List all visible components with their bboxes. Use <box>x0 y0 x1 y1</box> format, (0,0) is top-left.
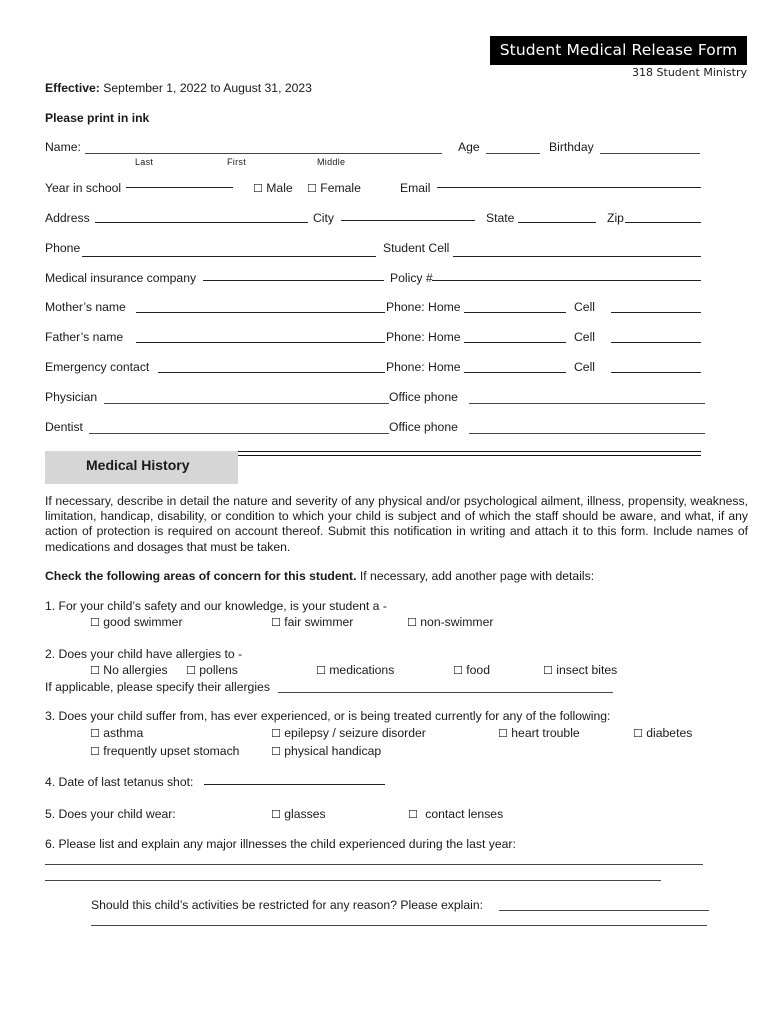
tetanus-date-field[interactable] <box>204 784 385 785</box>
zip-field[interactable] <box>625 222 701 223</box>
mother-home-phone-label: Phone: Home <box>386 300 461 314</box>
checkbox-icon[interactable]: ☐ <box>90 665 100 677</box>
father-home-phone-label: Phone: Home <box>386 330 461 344</box>
female-option[interactable]: ☐ Female <box>307 181 361 195</box>
checkbox-icon[interactable]: ☐ <box>316 665 326 677</box>
city-field[interactable] <box>341 220 475 221</box>
checkbox-icon[interactable]: ☐ <box>307 183 317 195</box>
option-upset-stomach[interactable]: ☐ frequently upset stomach <box>90 744 240 758</box>
physician-field[interactable] <box>104 403 389 404</box>
dentist-field[interactable] <box>89 433 389 434</box>
checkbox-icon[interactable]: ☐ <box>498 728 508 740</box>
option-physical-handicap[interactable]: ☐ physical handicap <box>271 744 382 758</box>
checkbox-icon[interactable]: ☐ <box>633 728 643 740</box>
male-option[interactable]: ☐ Male <box>253 181 293 195</box>
emergency-label: Emergency contact <box>45 360 150 374</box>
allergies-specify-field[interactable] <box>278 692 613 693</box>
age-field[interactable] <box>486 153 540 154</box>
dentist-office-phone-field[interactable] <box>469 433 705 434</box>
email-field[interactable] <box>437 187 701 188</box>
question-6: 6. Please list and explain any major illnesses the child experienced during the last year: <box>45 837 516 851</box>
policy-field[interactable] <box>432 280 701 281</box>
state-label: State <box>486 211 515 225</box>
option-pollens[interactable]: ☐ pollens <box>186 663 238 677</box>
question-4: 4. Date of last tetanus shot: <box>45 775 194 789</box>
dentist-label: Dentist <box>45 420 83 434</box>
phone-field[interactable] <box>82 256 376 257</box>
insurance-field[interactable] <box>203 280 384 281</box>
father-cell-field[interactable] <box>611 342 701 343</box>
checkbox-icon[interactable]: ☐ <box>90 728 100 740</box>
option-contact-lenses[interactable]: ☐ contact lenses <box>408 807 504 821</box>
checkbox-icon[interactable]: ☐ <box>271 809 281 821</box>
year-in-school-field[interactable] <box>126 187 233 188</box>
option-diabetes[interactable]: ☐ diabetes <box>633 726 693 740</box>
email-label: Email <box>400 181 431 195</box>
state-field[interactable] <box>518 222 596 223</box>
checkbox-icon[interactable]: ☐ <box>408 809 418 821</box>
question-5: 5. Does your child wear: <box>45 807 176 821</box>
father-field[interactable] <box>136 342 385 343</box>
mother-label: Mother’s name <box>45 300 126 314</box>
student-cell-label: Student Cell <box>383 241 450 255</box>
option-epilepsy[interactable]: ☐ epilepsy / seizure disorder <box>271 726 426 740</box>
father-label: Father’s name <box>45 330 124 344</box>
mother-cell-label: Cell <box>574 300 595 314</box>
option-asthma[interactable]: ☐ asthma <box>90 726 144 740</box>
checkbox-icon[interactable]: ☐ <box>271 746 281 758</box>
birthday-field[interactable] <box>600 153 700 154</box>
checkbox-icon[interactable]: ☐ <box>407 617 417 629</box>
illness-line-2[interactable] <box>45 880 661 881</box>
year-in-school-label: Year in school <box>45 181 122 195</box>
option-no-allergies[interactable]: ☐ No allergies <box>90 663 168 677</box>
emergency-cell-field[interactable] <box>611 372 701 373</box>
emergency-home-phone-field[interactable] <box>464 372 566 373</box>
illness-line-1[interactable] <box>45 864 703 865</box>
city-label: City <box>313 211 334 225</box>
address-label: Address <box>45 211 90 225</box>
name-label: Name: <box>45 140 81 154</box>
zip-label: Zip <box>607 211 624 225</box>
option-non-swimmer[interactable]: ☐ non-swimmer <box>407 615 494 629</box>
mother-home-phone-field[interactable] <box>464 312 566 313</box>
effective-dates: September 1, 2022 to August 31, 2023 <box>103 81 312 95</box>
emergency-home-phone-label: Phone: Home <box>386 360 461 374</box>
option-glasses[interactable]: ☐ glasses <box>271 807 326 821</box>
checkbox-icon[interactable]: ☐ <box>271 728 281 740</box>
option-food[interactable]: ☐ food <box>453 663 490 677</box>
mother-field[interactable] <box>136 312 385 313</box>
check-areas-instruction: Check the following areas of concern for this student. If necessary, add another page with details: <box>45 569 595 583</box>
name-field[interactable] <box>85 153 442 154</box>
name-middle-caption: Middle <box>317 157 346 167</box>
option-heart-trouble[interactable]: ☐ heart trouble <box>498 726 580 740</box>
restriction-line-2[interactable] <box>91 925 707 926</box>
checkbox-icon[interactable]: ☐ <box>186 665 196 677</box>
student-cell-field[interactable] <box>453 256 701 257</box>
emergency-field[interactable] <box>158 372 385 373</box>
father-cell-label: Cell <box>574 330 595 344</box>
form-title: Student Medical Release Form <box>490 36 747 65</box>
option-insect-bites[interactable]: ☐ insect bites <box>543 663 618 677</box>
checkbox-icon[interactable]: ☐ <box>543 665 553 677</box>
checkbox-icon[interactable]: ☐ <box>90 746 100 758</box>
birthday-label: Birthday <box>549 140 594 154</box>
restriction-question: Should this child’s activities be restricted for any reason? Please explain: <box>91 898 484 912</box>
question-1: 1. For your child’s safety and our knowledge, is your student a - <box>45 599 387 613</box>
age-label: Age <box>458 140 480 154</box>
mother-cell-field[interactable] <box>611 312 701 313</box>
emergency-cell-label: Cell <box>574 360 595 374</box>
physician-office-phone-field[interactable] <box>469 403 705 404</box>
option-good-swimmer[interactable]: ☐ good swimmer <box>90 615 183 629</box>
dentist-office-phone-label: Office phone <box>389 420 458 434</box>
name-last-caption: Last <box>135 157 154 167</box>
print-instruction: Please print in ink <box>45 111 150 125</box>
effective-line <box>45 81 312 95</box>
option-medications[interactable]: ☐ medications <box>316 663 395 677</box>
checkbox-icon[interactable]: ☐ <box>90 617 100 629</box>
allergies-specify-label: If applicable, please specify their allergies <box>45 680 270 694</box>
name-first-caption: First <box>227 157 246 167</box>
address-field[interactable] <box>95 222 308 223</box>
ministry-name: 318 Student Ministry <box>632 66 747 79</box>
medical-history-heading: Medical History <box>45 451 238 484</box>
physician-label: Physician <box>45 390 98 404</box>
checkbox-icon[interactable]: ☐ <box>271 617 281 629</box>
question-3: 3. Does your child suffer from, has ever experienced, or is being treated currently for any of the following: <box>45 709 611 723</box>
physician-office-phone-label: Office phone <box>389 390 458 404</box>
question-2: 2. Does your child have allergies to - <box>45 647 243 661</box>
checkbox-icon[interactable]: ☐ <box>253 183 263 195</box>
option-fair-swimmer[interactable]: ☐ fair swimmer <box>271 615 354 629</box>
policy-label: Policy # <box>390 271 433 285</box>
section-divider-lower <box>238 455 701 456</box>
medical-intro-paragraph: If necessary, describe in detail the nature and severity of any physical and/or psychological ailment, illness, propensity, weakness, limitation, handicap, disability, or condition to which your child is subject and of which the staff should be aware, and what, if any action of protection is required on account thereof. Submit this notification in writing and attach it to this form. Include names of medications and dosages that must be taken. <box>45 494 748 554</box>
checkbox-icon[interactable]: ☐ <box>453 665 463 677</box>
effective-label: Effective: <box>45 81 100 95</box>
father-home-phone-field[interactable] <box>464 342 566 343</box>
phone-label: Phone <box>45 241 81 255</box>
restriction-field[interactable] <box>499 910 709 911</box>
insurance-label: Medical insurance company <box>45 271 197 285</box>
